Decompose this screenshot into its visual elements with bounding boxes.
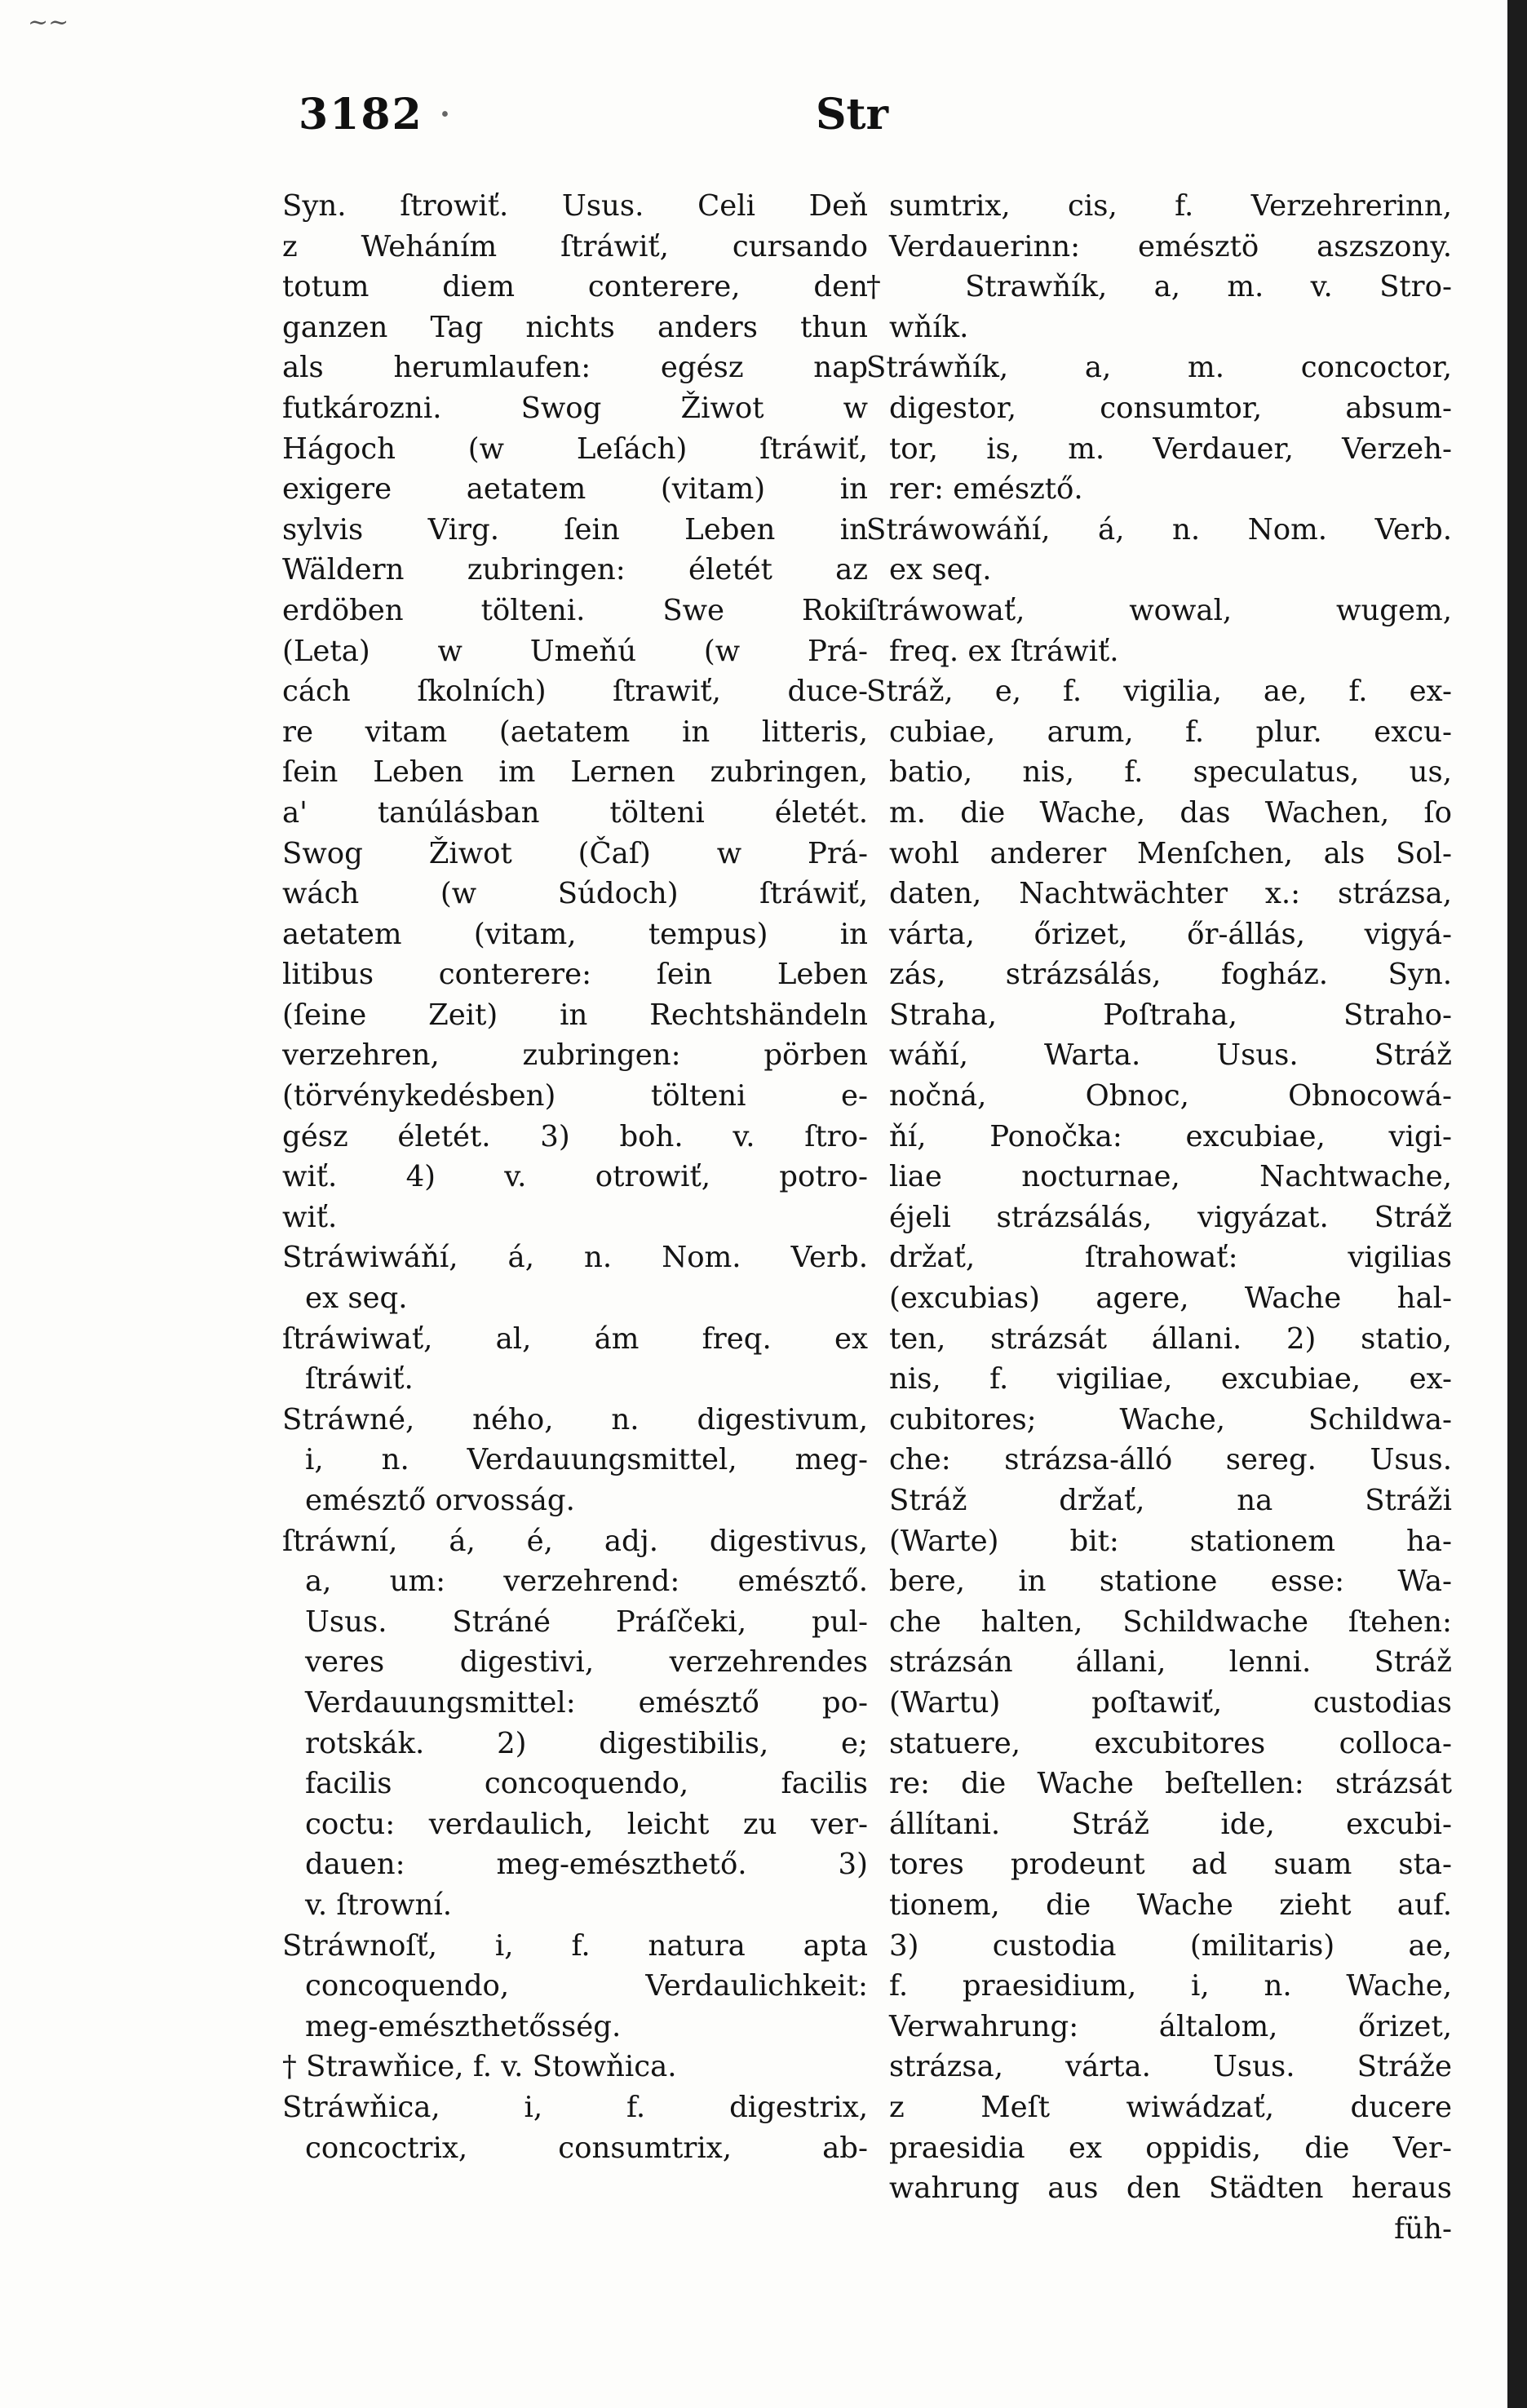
text-line: Hágoch (w Leſách) ſtráwiť, bbox=[282, 432, 868, 466]
text-line: che: strázsa-álló sereg. Usus. bbox=[889, 1443, 1452, 1477]
text-line: concoctrix, consumtrix, ab- bbox=[305, 2131, 868, 2165]
text-line: (Warte) bit: stationem ha- bbox=[889, 1524, 1452, 1558]
text-line: statuere, excubitores colloca- bbox=[889, 1726, 1452, 1760]
text-line: cách ſkolních) ſtrawiť, duce- bbox=[282, 675, 868, 709]
text-line: aetatem (vitam, tempus) in bbox=[282, 917, 868, 951]
text-line: tor, is, m. Verdauer, Verzeh- bbox=[889, 432, 1452, 466]
text-line: ſtráwiwať, al, ám freq. ex bbox=[282, 1321, 868, 1356]
text-line: sumtrix, cis, f. Verzehrerinn, bbox=[889, 189, 1452, 223]
text-line: nis, f. vigiliae, excubiae, ex- bbox=[889, 1362, 1452, 1397]
text-line: rotskák. 2) digestibilis, e; bbox=[305, 1726, 868, 1760]
text-line: ſtráwowať, wowal, wugem, bbox=[866, 593, 1452, 627]
text-line: nočná, Obnoc, Obnocowá- bbox=[889, 1079, 1452, 1113]
text-line: 3) custodia (militaris) ae, bbox=[889, 1928, 1452, 1963]
text-line: Swog Žiwot (Čaſ) w Prá- bbox=[282, 836, 868, 870]
text-line: freq. ex ſtráwiť. bbox=[889, 634, 1119, 668]
text-line: ňí, Ponočka: excubiae, vigi- bbox=[889, 1119, 1452, 1153]
text-line: coctu: verdaulich, leicht zu ver- bbox=[305, 1807, 868, 1841]
text-line: állítani. Stráž ide, excubi- bbox=[889, 1807, 1452, 1841]
text-line: wňík. bbox=[889, 310, 969, 344]
text-line: zás, strázsálás, fogház. Syn. bbox=[889, 958, 1452, 992]
text-line: v. ſtrowní. bbox=[305, 1888, 453, 1922]
text-line: füh- bbox=[1394, 2211, 1452, 2246]
text-line: wahrung aus den Städten heraus bbox=[889, 2171, 1452, 2206]
page-header bbox=[0, 90, 1507, 163]
text-line: veres digestivi, verzehrendes bbox=[305, 1645, 868, 1680]
text-line: cubiae, arum, f. plur. excu- bbox=[889, 715, 1452, 749]
text-line: totum diem conterere, den bbox=[282, 270, 868, 304]
text-line: Stráž, e, f. vigilia, ae, f. ex- bbox=[866, 675, 1452, 709]
text-line: verzehren, zubringen: pörben bbox=[282, 1038, 868, 1073]
text-line: Verdauungsmittel: emésztő po- bbox=[305, 1685, 868, 1720]
running-head: Str bbox=[816, 90, 888, 139]
text-line: ex seq. bbox=[305, 1281, 408, 1316]
text-line: strázsa, várta. Usus. Stráže bbox=[889, 2050, 1452, 2084]
text-line: digestor, consumtor, absum- bbox=[889, 391, 1452, 425]
text-line: várta, őrizet, őr-állás, vigyá- bbox=[889, 917, 1452, 951]
text-line: Stráwňík, a, m. concoctor, bbox=[866, 351, 1452, 385]
text-line: éjeli strázsálás, vigyázat. Stráž bbox=[889, 1200, 1452, 1234]
text-line: litibus conterere: ſein Leben bbox=[282, 958, 868, 992]
text-line: † Strawňice, f. v. Stowňica. bbox=[282, 2050, 677, 2084]
text-line: liae nocturnae, Nachtwache, bbox=[889, 1160, 1452, 1194]
text-line: Verwahrung: általom, őrizet, bbox=[889, 2009, 1452, 2043]
text-line: a, um: verzehrend: emésztő. bbox=[305, 1565, 868, 1599]
text-line: Syn. ſtrowiť. Usus. Celi Deň bbox=[282, 189, 868, 223]
text-line: m. die Wache, das Wachen, ſo bbox=[889, 795, 1452, 830]
text-line: z Meſt wiwádzať, ducere bbox=[889, 2090, 1452, 2124]
text-line: dauen: meg-emészthető. 3) bbox=[305, 1848, 868, 1882]
text-line: tionem, die Wache zieht auf. bbox=[889, 1888, 1452, 1922]
text-line: re vitam (aetatem in litteris, bbox=[282, 715, 868, 749]
text-line: Stráž držať, na Stráži bbox=[889, 1484, 1452, 1517]
text-line: cubitores; Wache, Schildwa- bbox=[889, 1402, 1452, 1436]
text-line: z Weháním ſtráwiť, cursando bbox=[282, 229, 868, 263]
text-line: erdöben tölteni. Swe Roki bbox=[282, 593, 868, 627]
text-line: batio, nis, f. speculatus, us, bbox=[889, 755, 1452, 790]
page-number: 3182 · bbox=[299, 90, 454, 139]
text-line: f. praesidium, i, n. Wache, bbox=[889, 1969, 1452, 2003]
text-line: Wäldern zubringen: életét az bbox=[282, 553, 868, 587]
text-line: Stráwnoſť, i, f. natura apta bbox=[282, 1928, 868, 1963]
left-column bbox=[282, 186, 868, 2168]
text-line: als herumlaufen: egész nap bbox=[282, 351, 868, 385]
text-line: ganzen Tag nichts anders thun bbox=[282, 310, 868, 344]
text-line: (excubias) agere, Wache hal- bbox=[889, 1281, 1452, 1316]
text-line: tores prodeunt ad suam sta- bbox=[889, 1848, 1452, 1882]
text-line: (Wartu) poſtawiť, custodias bbox=[889, 1685, 1452, 1720]
text-line: Stráwňica, i, f. digestrix, bbox=[282, 2090, 868, 2124]
text-line: ſein Leben im Lernen zubringen, bbox=[282, 755, 868, 790]
text-line: držať, ſtrahowať: vigilias bbox=[889, 1241, 1452, 1275]
text-line: wohl anderer Menſchen, als Sol- bbox=[889, 836, 1452, 870]
text-line: i, n. Verdauungsmittel, meg- bbox=[305, 1443, 868, 1477]
text-line: bere, in statione esse: Wa- bbox=[889, 1565, 1452, 1599]
text-line: concoquendo, Verdaulichkeit: bbox=[305, 1969, 868, 2003]
text-line: re: die Wache beſtellen: strázsát bbox=[889, 1767, 1452, 1801]
text-line: ten, strázsát állani. 2) statio, bbox=[889, 1321, 1452, 1356]
text-line: praesidia ex oppidis, die Ver- bbox=[889, 2131, 1452, 2165]
text-line: Straha, Poſtraha, Straho- bbox=[889, 998, 1452, 1032]
text-line: wiť. bbox=[282, 1200, 338, 1234]
text-line: (ſeine Zeit) in Rechtshändeln bbox=[282, 998, 868, 1032]
text-line: (Leta) w Umeňú (w Prá- bbox=[282, 634, 868, 668]
text-line: Verdauerinn: emésztö aszszony. bbox=[889, 229, 1452, 263]
text-line: rer: emésztő. bbox=[889, 472, 1083, 507]
text-line: Stráwiwáňí, á, n. Nom. Verb. bbox=[282, 1241, 868, 1275]
text-line: Stráwné, ného, n. digestivum, bbox=[282, 1402, 868, 1436]
text-line: wáňí, Warta. Usus. Stráž bbox=[889, 1038, 1452, 1073]
scan-mark: ~~ bbox=[28, 8, 69, 37]
text-line: daten, Nachtwächter x.: strázsa, bbox=[889, 877, 1452, 911]
text-line: Usus. Stráné Práſčeki, pul- bbox=[305, 1605, 868, 1639]
text-line: wiť. 4) v. otrowiť, potro- bbox=[282, 1160, 868, 1194]
text-line: gész életét. 3) boh. v. ſtro- bbox=[282, 1119, 868, 1153]
text-line: facilis concoquendo, facilis bbox=[305, 1767, 868, 1801]
text-line: (törvénykedésben) tölteni e- bbox=[282, 1079, 868, 1113]
text-line: a' tanúlásban tölteni életét. bbox=[282, 795, 868, 830]
text-line: che halten, Schildwache ſtehen: bbox=[889, 1605, 1452, 1639]
text-line: † Strawňík, a, m. v. Stro- bbox=[866, 270, 1452, 304]
text-line: sylvis Virg. ſein Leben in bbox=[282, 512, 868, 547]
right-column bbox=[866, 186, 1452, 2249]
text-line: meg-emészthetősség. bbox=[305, 2009, 622, 2043]
text-line: strázsán állani, lenni. Stráž bbox=[889, 1645, 1452, 1680]
text-line: futkározni. Swog Žiwot w bbox=[282, 391, 868, 425]
text-line: ex seq. bbox=[889, 553, 992, 587]
text-line: Stráwowáňí, á, n. Nom. Verb. bbox=[866, 512, 1452, 547]
text-line: ſtráwiť. bbox=[305, 1362, 414, 1397]
text-line: ſtráwní, á, é, adj. digestivus, bbox=[282, 1524, 868, 1558]
text-line: exigere aetatem (vitam) in bbox=[282, 472, 868, 507]
text-line: wách (w Súdoch) ſtráwiť, bbox=[282, 877, 868, 911]
text-line: emésztő orvosság. bbox=[305, 1484, 575, 1517]
